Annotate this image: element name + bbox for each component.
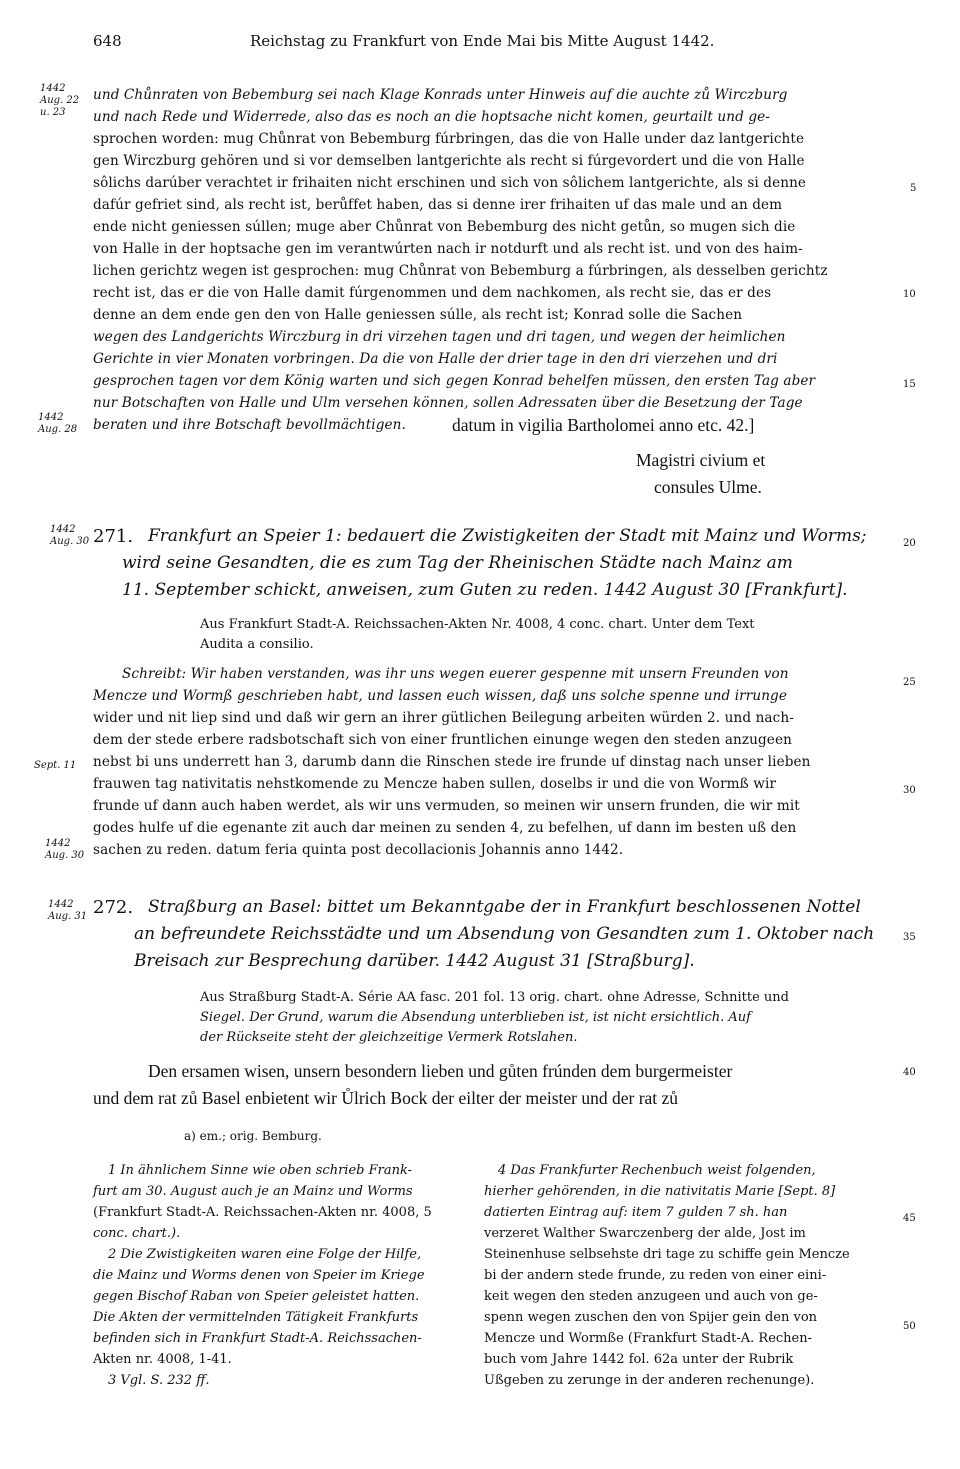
doc-text: wider und nit liep sind und daß wir gern an ihrer gütlichen Beilegung arbeiten würden 2. und nach-	[93, 710, 794, 726]
doc-heading: wird seine Gesandten, die es zum Tag der Rheinischen Städte nach Mainz am	[122, 553, 793, 573]
margin-note: Sept. 11	[34, 760, 77, 771]
footnote-line: Akten nr. 4008, 1-41.	[93, 1352, 232, 1367]
footnote-line: 2 Die Zwistigkeiten waren eine Folge der Hilfe,	[108, 1247, 422, 1262]
doc-text: godes hulfe uf die egenante zit auch dar meinen zu senden 4, zu befelhen, uf dann im besten uß den	[93, 820, 797, 836]
text-line: gesprochen tagen vor dem König warten und sich gegen Konrad behelfen müssen, den ersten Tag aber	[93, 373, 816, 389]
doc-number: 271.	[93, 526, 134, 547]
doc-heading: an befreundete Reichsstädte und um Absendung von Gesandten zum 1. Oktober nach	[134, 924, 875, 944]
doc-text: frunde uf dann auch haben werdet, als wir uns vermuden, so meinen wir unsern frunden, die wir mit	[93, 798, 800, 814]
text-line: beraten und ihre Botschaft bevollmächtigen.	[93, 417, 406, 433]
doc-text: und dem rat zů Basel enbietent wir Ůlrich Bock der eilter der meister und der rat zů	[93, 1088, 679, 1108]
footnote-line: keit wegen den steden anzugeen und auch von ge-	[484, 1289, 818, 1304]
text-line: recht ist, das er die von Halle damit fúrgenommen und dem nachkomen, als recht sie, das er des	[93, 285, 772, 301]
footnote-line: Steinenhuse selbsehste dri tage zu schiffe gein Mencze	[484, 1247, 850, 1262]
doc-number: 272.	[93, 897, 134, 918]
signature-line: Magistri civium et	[636, 450, 766, 470]
footnote-line: spenn wegen zuschen den von Spijer gein den von	[484, 1310, 818, 1325]
datum-line: datum in vigilia Bartholomei anno etc. 42.]	[452, 415, 755, 435]
line-number: 10	[903, 289, 916, 300]
text-line: und Chůnraten von Bebemburg sei nach Klage Konrads unter Hinweis auf die auchte zů Wirczburg	[93, 87, 788, 103]
footnote-line: hierher gehörenden, in die nativitatis Marie [Sept. 8]	[484, 1184, 836, 1199]
doc-source: Siegel. Der Grund, warum die Absendung unterblieben ist, ist nicht ersichtlich. Auf	[200, 1010, 751, 1025]
doc-text: nebst bi uns underrett han 3, darumb dann die Rinschen stede ire frunde uf dinstag nach unser lieben	[93, 754, 811, 770]
footnote-line: conc. chart.).	[93, 1226, 181, 1241]
page-number: 648	[93, 32, 122, 50]
footnote-line: Ußgeben zu zerunge in der anderen rechenunge).	[484, 1373, 815, 1388]
doc-source: Aus Straßburg Stadt-A. Série AA fasc. 201 fol. 13 orig. chart. ohne Adresse, Schnitte und	[200, 990, 789, 1005]
footnote-line: (Frankfurt Stadt-A. Reichssachen-Akten nr. 4008, 5	[93, 1205, 432, 1220]
line-number: 30	[903, 785, 916, 796]
doc-heading: Straßburg an Basel: bittet um Bekanntgabe der in Frankfurt beschlossenen Nottel	[148, 897, 861, 917]
margin-note: 1442 Aug. 30	[50, 524, 90, 547]
doc-source: Aus Frankfurt Stadt-A. Reichssachen-Akten Nr. 4008, 4 conc. chart. Unter dem Text	[200, 617, 755, 632]
margin-note: 1442 Aug. 28	[38, 412, 78, 435]
text-line: Gerichte in vier Monaten vorbringen. Da die von Halle der drier tage in den dri vierzehen und dri	[93, 351, 778, 367]
margin-note: 1442 Aug. 30	[45, 838, 85, 861]
text-line: ende nicht geniessen súllen; muge aber Chůnrat von Bebemburg des nicht getůn, so mugen sich die	[93, 219, 796, 235]
footnote-line: furt am 30. August auch je an Mainz und Worms	[93, 1184, 413, 1199]
footnote-line: gegen Bischof Raban von Speier geleistet hatten.	[93, 1289, 420, 1304]
footnote-line: 1 In ähnlichem Sinne wie oben schrieb Frank-	[108, 1163, 412, 1178]
text-line: und nach Rede und Widerrede, also das es noch an die hoptsache nicht komen, geurtailt und ge-	[93, 109, 770, 125]
text-line: sôlichs darúber verachtet ir frihaiten nicht erschinen und sich von sôlichem lantgerichte, als si denne	[93, 175, 807, 191]
footnote-line: buch vom Jahre 1442 fol. 62a unter der Rubrik	[484, 1352, 794, 1367]
line-number: 40	[903, 1067, 916, 1078]
doc-source: der Rückseite steht der gleichzeitige Vermerk Rotslahen.	[200, 1030, 578, 1045]
text-line: denne an dem ende gen den von Halle geniessen súlle, als recht ist; Konrad solle die Sachen	[93, 307, 743, 323]
line-number: 45	[903, 1213, 916, 1224]
doc-text: frauwen tag nativitatis nehstkomende zu Mencze haben sullen, doselbs ir und die von Wormß wir	[93, 776, 777, 792]
line-number: 15	[903, 379, 916, 390]
text-line: sprochen worden: mug Chůnrat von Bebemburg fúrbringen, das die von Halle under daz lantgerichte	[93, 131, 805, 147]
footnote-line: Mencze und Wormße (Frankfurt Stadt-A. Rechen-	[484, 1331, 813, 1346]
text-line: wegen des Landgerichts Wirczburg in dri virzehen tagen und dri tagen, und wegen der heimlichen	[93, 329, 786, 345]
line-number: 35	[903, 932, 916, 943]
footnote-line: bi der andern stede frunde, zu reden von einer eini-	[484, 1268, 827, 1283]
line-number: 25	[903, 677, 916, 688]
text-line: nur Botschaften von Halle und Ulm versehen können, sollen Adressaten über die Besetzung der Tage	[93, 395, 803, 411]
line-number: 5	[910, 183, 917, 194]
doc-heading: Breisach zur Besprechung darüber. 1442 August 31 [Straßburg].	[134, 951, 695, 971]
doc-text: Schreibt: Wir haben verstanden, was ihr uns wegen euerer gespenne mit unsern Freunden von	[122, 666, 789, 682]
doc-text: Den ersamen wisen, unsern besondern lieben und gůten frúnden dem burgermeister	[148, 1061, 733, 1081]
text-line: gen Wirczburg gehören und si vor demselben lantgerichte als recht si fúrgevordert und die von Halle	[93, 153, 805, 169]
footnote-line: 3 Vgl. S. 232 ff.	[108, 1373, 210, 1388]
line-number: 50	[903, 1321, 916, 1332]
doc-heading: Frankfurt an Speier 1: bedauert die Zwistigkeiten der Stadt mit Mainz und Worms;	[148, 526, 867, 546]
line-number: 20	[903, 538, 916, 549]
running-title: Reichstag zu Frankfurt von Ende Mai bis Mitte August 1442.	[250, 32, 715, 50]
footnote-line: Die Akten der vermittelnden Tätigkeit Frankfurts	[93, 1310, 419, 1325]
text-line: lichen gerichtz wegen ist gesprochen: mug Chůnrat von Bebemburg a fúrbringen, als desselben gerichtz	[93, 263, 828, 279]
footnote-line: befinden sich in Frankfurt Stadt-A. Reichssachen-	[93, 1331, 422, 1346]
text-line: von Halle in der hoptsache gen im verantwúrten nach ir notdurft und als recht ist. und von des haim-	[93, 241, 803, 257]
doc-text: sachen zu reden. datum feria quinta post decollacionis Johannis anno 1442.	[93, 842, 624, 858]
footnote-line: die Mainz und Worms denen von Speier im Kriege	[93, 1268, 425, 1283]
margin-note: 1442 Aug. 22 u. 23	[40, 83, 80, 118]
variant-note: a) em.; orig. Bemburg.	[184, 1129, 322, 1143]
signature-line: consules Ulme.	[654, 477, 762, 497]
doc-source: Audita a consilio.	[200, 637, 314, 652]
doc-heading: 11. September schickt, anweisen, zum Guten zu reden. 1442 August 30 [Frankfurt].	[122, 580, 848, 600]
footnote-line: 4 Das Frankfurter Rechenbuch weist folgenden,	[498, 1163, 816, 1178]
doc-text: dem der stede erbere radsbotschaft sich von einer fruntlichen einunge wegen den steden anzugeen	[93, 732, 792, 748]
text-line: dafúr gefriet sind, als recht ist, berůffet haben, das si denne irer frihaiten uf das male und an dem	[93, 197, 783, 213]
doc-text: Mencze und Wormß geschrieben habt, und lassen euch wissen, daß uns solche spenne und irrunge	[93, 688, 787, 704]
footnote-line: datierten Eintrag auf: item 7 gulden 7 sh. han	[484, 1205, 788, 1220]
footnote-line: verzeret Walther Swarczenberg der alde, Jost im	[484, 1226, 806, 1241]
margin-note: 1442 Aug. 31	[48, 899, 88, 922]
